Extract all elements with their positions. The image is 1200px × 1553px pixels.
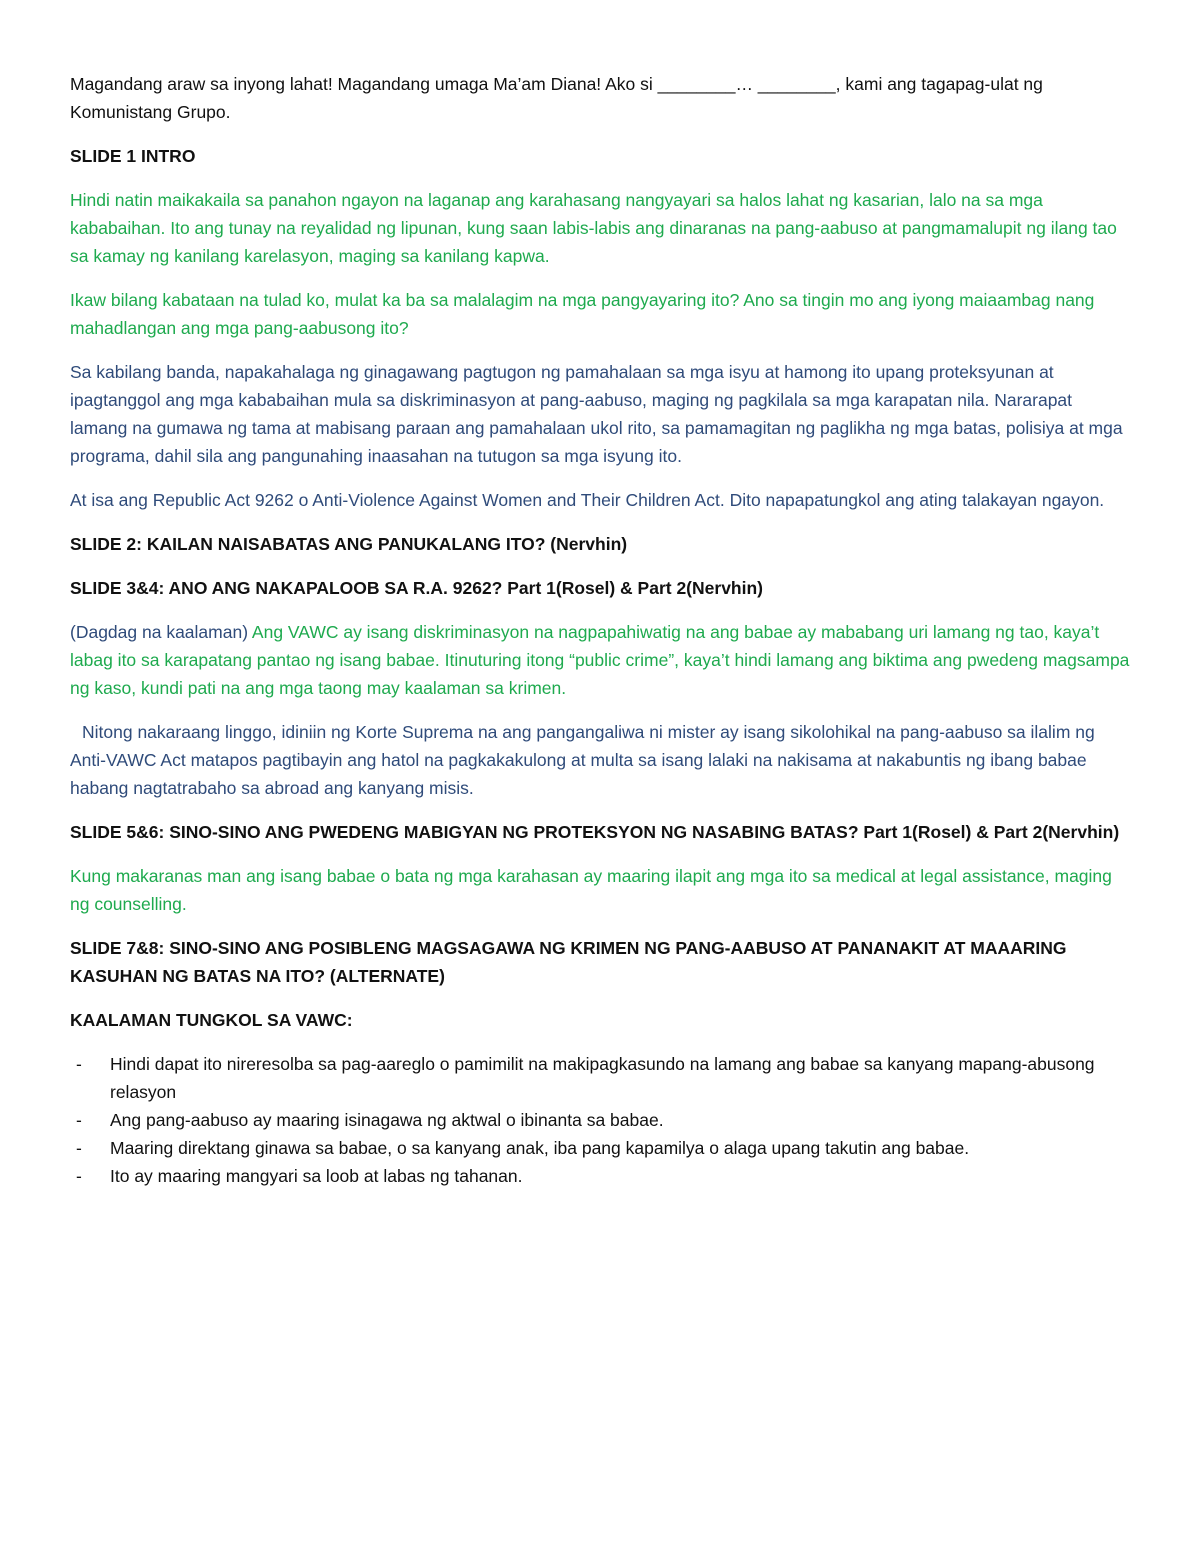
slide78-heading: SLIDE 7&8: SINO-SINO ANG POSIBLENG MAGSAGAWA NG KRIMEN NG PANG-AABUSO AT PANANAKIT AT MAAARING KASUHAN NG BATAS NA ITO? (ALTERNATE) [70,938,1067,986]
slide56-paragraph-1: Kung makaranas man ang isang babae o bata ng mga karahasan ay maaring ilapit ang mga ito sa medical at legal assistance, maging ng counselling. [70,866,1112,914]
slide1-heading: SLIDE 1 INTRO [70,146,196,166]
dagdag-kaalaman-label: (Dagdag na kaalaman) [70,622,252,642]
slide34-paragraph-2: Nitong nakaraang linggo, idiniin ng Korte Suprema na ang pangangaliwa ni mister ay isang sikolohikal na pang-aabuso sa ilalim ng Anti-VAWC Act matapos pagtibayin ang hatol na pagkakakulong at multa sa isang lalaki na nakisama at nakabuntis ng ibang babae habang nagtatrabaho sa abroad ang kanyang misis. [70,722,1095,798]
kaalaman-list [70,1050,1132,1190]
list-item-text: Ito ay maaring mangyari sa loob at labas ng tahanan. [110,1166,523,1186]
list-item [70,1162,1132,1190]
slide1-paragraph-4: At isa ang Republic Act 9262 o Anti-Violence Against Women and Their Children Act. Dito napapatungkol ang ating talakayan ngayon. [70,490,1105,510]
slide34-heading: SLIDE 3&4: ANO ANG NAKAPALOOB SA R.A. 9262? Part 1(Rosel) & Part 2(Nervhin) [70,578,763,598]
slide34-paragraph-1 [70,618,1132,702]
list-item-text: Ang pang-aabuso ay maaring isinagawa ng aktwal o ibinanta sa babae. [110,1110,664,1130]
greeting-paragraph: Magandang araw sa inyong lahat! Magandang umaga Ma’am Diana! Ako si ________… ________, kami ang tagapag-ulat ng Komunistang Grupo. [70,74,1043,122]
kaalaman-heading: KAALAMAN TUNGKOL SA VAWC: [70,1010,353,1030]
vawc-explanation: Ang VAWC ay isang diskriminasyon na nagpapahiwatig na ang babae ay mababang uri lamang ng tao, kaya’t labag ito sa karapatang pantao ng isang babae. Itinuturing itong “public crime”, kaya’t hindi lamang ang biktima ang pwedeng magsampa ng kaso, kundi pati na ang mga taong may kaalaman sa krimen. [70,622,1130,698]
list-item [70,1106,1132,1134]
slide56-heading: SLIDE 5&6: SINO-SINO ANG PWEDENG MABIGYAN NG PROTEKSYON NG NASABING BATAS? Part 1(Rosel) & Part 2(Nervhin) [70,822,1120,842]
dash-bullet: - [76,1138,82,1158]
dash-bullet: - [76,1054,82,1074]
document-page [70,70,1132,1190]
dash-bullet: - [76,1166,82,1186]
list-item-text: Hindi dapat ito nireresolba sa pag-aareglo o pamimilit na makipagkasundo na lamang ang babae sa kanyang mapang-abusong relasyon [110,1054,1095,1102]
slide1-paragraph-3: Sa kabilang banda, napakahalaga ng ginagawang pagtugon ng pamahalaan sa mga isyu at hamong ito upang proteksyunan at ipagtanggol ang mga kababaihan mula sa diskriminasyon at pang-aabuso, maging ng pagkilala sa mga karapatan nila. Nararapat lamang na gumawa ng tama at mabisang paraan ang pamahalaan ukol rito, sa pamamagitan ng paglikha ng mga batas, polisiya at mga programa, dahil sila ang pangunahing inaasahan na tutugon sa mga isyung ito. [70,362,1123,466]
list-item [70,1050,1132,1106]
slide2-heading: SLIDE 2: KAILAN NAISABATAS ANG PANUKALANG ITO? (Nervhin) [70,534,628,554]
list-item [70,1134,1132,1162]
dash-bullet: - [76,1110,82,1130]
slide1-paragraph-1: Hindi natin maikakaila sa panahon ngayon na laganap ang karahasang nangyayari sa halos lahat ng kasarian, lalo na sa mga kababaihan. Ito ang tunay na reyalidad ng lipunan, kung saan labis-labis ang dinaranas na pang-aabuso at pangmamalupit ng ilang tao sa kamay ng kanilang karelasyon, maging sa kanilang kapwa. [70,190,1117,266]
slide1-paragraph-2: Ikaw bilang kabataan na tulad ko, mulat ka ba sa malalagim na mga pangyayaring ito? Ano sa tingin mo ang iyong maiaambag nang mahadlangan ang mga pang-aabusong ito? [70,290,1095,338]
list-item-text: Maaring direktang ginawa sa babae, o sa kanyang anak, iba pang kapamilya o alaga upang takutin ang babae. [110,1138,970,1158]
